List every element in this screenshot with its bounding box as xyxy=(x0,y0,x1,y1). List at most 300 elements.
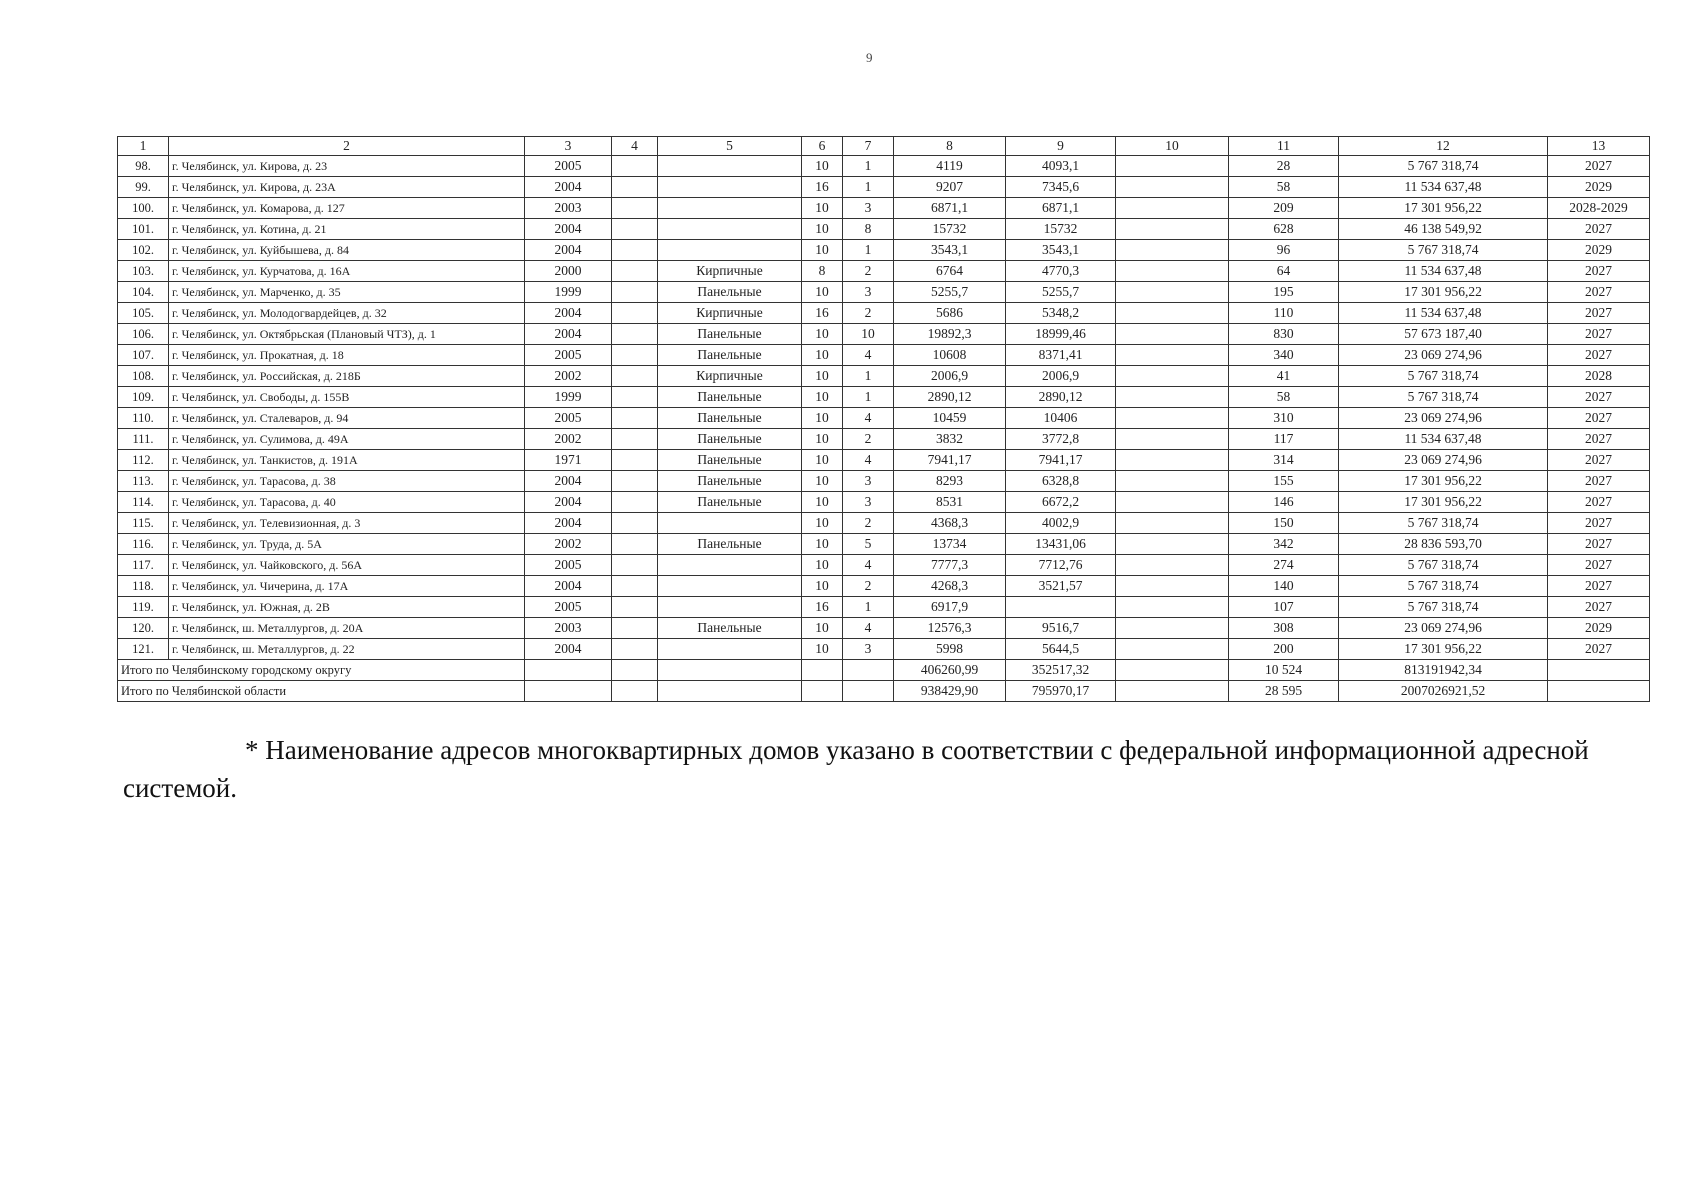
build-year-cell: 2004 xyxy=(525,492,612,513)
repair-cost-cell: 23 069 274,96 xyxy=(1339,408,1548,429)
total-area-cell: 6871,1 xyxy=(894,198,1006,219)
col-10-cell xyxy=(1116,282,1229,303)
residents-cell: 155 xyxy=(1229,471,1339,492)
repair-cost-cell: 23 069 274,96 xyxy=(1339,618,1548,639)
table-row xyxy=(118,345,1650,366)
build-year-cell: 2004 xyxy=(525,177,612,198)
residents-total-cell: 10 524 xyxy=(1229,660,1339,681)
entrances-cell: 1 xyxy=(843,156,894,177)
row-number-cell: 108. xyxy=(118,366,169,387)
col-4-cell xyxy=(612,156,658,177)
col-4-cell xyxy=(612,576,658,597)
table-row xyxy=(118,177,1650,198)
living-area-cell xyxy=(1006,597,1116,618)
entrances-cell: 1 xyxy=(843,240,894,261)
housing-registry-table xyxy=(117,136,1650,702)
address-cell: г. Челябинск, ул. Телевизионная, д. 3 xyxy=(169,513,525,534)
repair-cost-cell: 23 069 274,96 xyxy=(1339,450,1548,471)
residents-cell: 830 xyxy=(1229,324,1339,345)
residents-cell: 58 xyxy=(1229,177,1339,198)
entrances-cell: 3 xyxy=(843,198,894,219)
address-cell: г. Челябинск, ул. Котина, д. 21 xyxy=(169,219,525,240)
totals-label: Итого по Челябинской области xyxy=(118,681,525,702)
col-4-cell xyxy=(612,429,658,450)
column-number: 1 xyxy=(118,137,169,156)
wall-material-cell xyxy=(658,156,802,177)
row-number-cell: 101. xyxy=(118,219,169,240)
entrances-cell: 4 xyxy=(843,555,894,576)
entrances-cell: 4 xyxy=(843,618,894,639)
wall-material-cell: Кирпичные xyxy=(658,261,802,282)
col-4-cell xyxy=(612,282,658,303)
row-number-cell: 120. xyxy=(118,618,169,639)
repair-term-cell: 2027 xyxy=(1548,156,1650,177)
living-area-cell: 7712,76 xyxy=(1006,555,1116,576)
residents-cell: 209 xyxy=(1229,198,1339,219)
wall-material-cell xyxy=(658,219,802,240)
address-cell: г. Челябинск, ул. Октябрьская (Плановый ЧТЗ), д. 1 xyxy=(169,324,525,345)
table-row xyxy=(118,471,1650,492)
build-year-cell: 1971 xyxy=(525,450,612,471)
repair-cost-cell: 11 534 637,48 xyxy=(1339,303,1548,324)
total-area-cell: 4268,3 xyxy=(894,576,1006,597)
col-6-total-cell xyxy=(802,660,843,681)
col-10-cell xyxy=(1116,366,1229,387)
entrances-cell: 1 xyxy=(843,366,894,387)
row-number-cell: 112. xyxy=(118,450,169,471)
table-row xyxy=(118,261,1650,282)
repair-cost-cell: 28 836 593,70 xyxy=(1339,534,1548,555)
living-area-cell: 8371,41 xyxy=(1006,345,1116,366)
repair-term-cell: 2027 xyxy=(1548,597,1650,618)
table-row xyxy=(118,513,1650,534)
row-number-cell: 107. xyxy=(118,345,169,366)
table-row xyxy=(118,534,1650,555)
col-4-total-cell xyxy=(612,681,658,702)
wall-material-cell xyxy=(658,555,802,576)
residents-cell: 150 xyxy=(1229,513,1339,534)
residents-cell: 308 xyxy=(1229,618,1339,639)
living-area-cell: 4002,9 xyxy=(1006,513,1116,534)
col-10-cell xyxy=(1116,303,1229,324)
living-area-cell: 4770,3 xyxy=(1006,261,1116,282)
entrances-cell: 2 xyxy=(843,576,894,597)
repair-term-cell: 2028-2029 xyxy=(1548,198,1650,219)
total-area-cell: 13734 xyxy=(894,534,1006,555)
address-cell: г. Челябинск, ул. Сталеваров, д. 94 xyxy=(169,408,525,429)
living-area-cell: 13431,06 xyxy=(1006,534,1116,555)
wall-material-cell: Панельные xyxy=(658,282,802,303)
repair-term-cell: 2027 xyxy=(1548,534,1650,555)
column-number: 3 xyxy=(525,137,612,156)
col-4-cell xyxy=(612,450,658,471)
living-area-cell: 6672,2 xyxy=(1006,492,1116,513)
total-area-total-cell: 938429,90 xyxy=(894,681,1006,702)
repair-term-cell: 2027 xyxy=(1548,387,1650,408)
floors-cell: 16 xyxy=(802,303,843,324)
col-4-cell xyxy=(612,303,658,324)
repair-cost-cell: 57 673 187,40 xyxy=(1339,324,1548,345)
entrances-cell: 1 xyxy=(843,177,894,198)
col-4-cell xyxy=(612,408,658,429)
build-year-cell: 2004 xyxy=(525,639,612,660)
col-10-total-cell xyxy=(1116,660,1229,681)
wall-material-cell: Панельные xyxy=(658,408,802,429)
build-year-cell: 2004 xyxy=(525,513,612,534)
row-number-cell: 113. xyxy=(118,471,169,492)
table-row xyxy=(118,576,1650,597)
column-number-row xyxy=(118,137,1650,156)
wall-material-cell: Кирпичные xyxy=(658,366,802,387)
living-area-cell: 2006,9 xyxy=(1006,366,1116,387)
entrances-cell: 2 xyxy=(843,303,894,324)
col-4-cell xyxy=(612,471,658,492)
totals-label: Итого по Челябинскому городскому округу xyxy=(118,660,525,681)
column-number: 2 xyxy=(169,137,525,156)
repair-term-cell: 2027 xyxy=(1548,261,1650,282)
repair-term-cell: 2027 xyxy=(1548,450,1650,471)
col-7-total-cell xyxy=(843,660,894,681)
residents-cell: 274 xyxy=(1229,555,1339,576)
floors-cell: 10 xyxy=(802,471,843,492)
residents-cell: 340 xyxy=(1229,345,1339,366)
repair-cost-total-cell: 813191942,34 xyxy=(1339,660,1548,681)
total-area-cell: 5998 xyxy=(894,639,1006,660)
repair-cost-cell: 17 301 956,22 xyxy=(1339,198,1548,219)
col-4-cell xyxy=(612,261,658,282)
total-area-cell: 3543,1 xyxy=(894,240,1006,261)
row-number-cell: 105. xyxy=(118,303,169,324)
wall-material-cell: Панельные xyxy=(658,492,802,513)
address-cell: г. Челябинск, ул. Комарова, д. 127 xyxy=(169,198,525,219)
column-number: 12 xyxy=(1339,137,1548,156)
living-area-cell: 7941,17 xyxy=(1006,450,1116,471)
col-4-cell xyxy=(612,534,658,555)
repair-cost-cell: 5 767 318,74 xyxy=(1339,576,1548,597)
row-number-cell: 104. xyxy=(118,282,169,303)
address-cell: г. Челябинск, ул. Курчатова, д. 16А xyxy=(169,261,525,282)
total-area-cell: 6917,9 xyxy=(894,597,1006,618)
col-10-cell xyxy=(1116,324,1229,345)
residents-cell: 117 xyxy=(1229,429,1339,450)
table-row xyxy=(118,219,1650,240)
living-area-cell: 3521,57 xyxy=(1006,576,1116,597)
wall-material-cell: Кирпичные xyxy=(658,303,802,324)
col-4-cell xyxy=(612,513,658,534)
entrances-cell: 3 xyxy=(843,282,894,303)
repair-term-cell: 2027 xyxy=(1548,492,1650,513)
address-cell: г. Челябинск, ул. Чичерина, д. 17А xyxy=(169,576,525,597)
col-4-total-cell xyxy=(612,660,658,681)
repair-term-cell: 2027 xyxy=(1548,282,1650,303)
floors-cell: 10 xyxy=(802,324,843,345)
column-number: 8 xyxy=(894,137,1006,156)
build-year-cell: 1999 xyxy=(525,282,612,303)
total-area-cell: 7777,3 xyxy=(894,555,1006,576)
repair-term-cell: 2027 xyxy=(1548,429,1650,450)
table-row xyxy=(118,492,1650,513)
floors-cell: 10 xyxy=(802,156,843,177)
build-year-cell: 2002 xyxy=(525,534,612,555)
wall-material-cell xyxy=(658,639,802,660)
row-number-cell: 100. xyxy=(118,198,169,219)
wall-material-cell xyxy=(658,513,802,534)
column-number: 7 xyxy=(843,137,894,156)
repair-term-cell: 2028 xyxy=(1548,366,1650,387)
floors-cell: 10 xyxy=(802,555,843,576)
total-area-total-cell: 406260,99 xyxy=(894,660,1006,681)
floors-cell: 10 xyxy=(802,492,843,513)
repair-term-cell: 2027 xyxy=(1548,324,1650,345)
row-number-cell: 103. xyxy=(118,261,169,282)
address-cell: г. Челябинск, ул. Южная, д. 2В xyxy=(169,597,525,618)
wall-material-cell: Панельные xyxy=(658,618,802,639)
row-number-cell: 110. xyxy=(118,408,169,429)
col-4-cell xyxy=(612,366,658,387)
column-number: 10 xyxy=(1116,137,1229,156)
column-number: 11 xyxy=(1229,137,1339,156)
wall-material-cell xyxy=(658,177,802,198)
build-year-cell: 2002 xyxy=(525,429,612,450)
column-number: 9 xyxy=(1006,137,1116,156)
row-number-cell: 111. xyxy=(118,429,169,450)
repair-term-cell: 2027 xyxy=(1548,471,1650,492)
total-area-cell: 15732 xyxy=(894,219,1006,240)
total-area-cell: 2006,9 xyxy=(894,366,1006,387)
col-10-total-cell xyxy=(1116,681,1229,702)
col-10-cell xyxy=(1116,492,1229,513)
build-year-cell: 2005 xyxy=(525,156,612,177)
build-year-cell: 2005 xyxy=(525,555,612,576)
address-cell: г. Челябинск, ул. Российская, д. 218Б xyxy=(169,366,525,387)
wall-material-cell: Панельные xyxy=(658,450,802,471)
table-row xyxy=(118,429,1650,450)
living-area-cell: 5644,5 xyxy=(1006,639,1116,660)
col-4-cell xyxy=(612,240,658,261)
entrances-cell: 4 xyxy=(843,450,894,471)
total-area-cell: 5686 xyxy=(894,303,1006,324)
living-area-cell: 3543,1 xyxy=(1006,240,1116,261)
wall-material-cell xyxy=(658,576,802,597)
residents-cell: 628 xyxy=(1229,219,1339,240)
address-cell: г. Челябинск, ул. Куйбышева, д. 84 xyxy=(169,240,525,261)
row-number-cell: 118. xyxy=(118,576,169,597)
col-10-cell xyxy=(1116,450,1229,471)
living-area-cell: 4093,1 xyxy=(1006,156,1116,177)
living-area-cell: 18999,46 xyxy=(1006,324,1116,345)
col-4-cell xyxy=(612,492,658,513)
column-number: 13 xyxy=(1548,137,1650,156)
col-10-cell xyxy=(1116,261,1229,282)
living-area-cell: 5348,2 xyxy=(1006,303,1116,324)
repair-cost-cell: 17 301 956,22 xyxy=(1339,282,1548,303)
col-4-cell xyxy=(612,177,658,198)
repair-term-cell: 2029 xyxy=(1548,240,1650,261)
row-number-cell: 102. xyxy=(118,240,169,261)
col-10-cell xyxy=(1116,177,1229,198)
living-area-total-cell: 795970,17 xyxy=(1006,681,1116,702)
floors-cell: 10 xyxy=(802,198,843,219)
total-area-cell: 4119 xyxy=(894,156,1006,177)
build-year-cell: 2004 xyxy=(525,324,612,345)
floors-cell: 10 xyxy=(802,618,843,639)
table-row xyxy=(118,156,1650,177)
address-cell: г. Челябинск, ул. Молодогвардейцев, д. 32 xyxy=(169,303,525,324)
row-number-cell: 115. xyxy=(118,513,169,534)
build-year-cell: 2003 xyxy=(525,198,612,219)
address-cell: г. Челябинск, ул. Чайковского, д. 56А xyxy=(169,555,525,576)
row-number-cell: 98. xyxy=(118,156,169,177)
residents-cell: 58 xyxy=(1229,387,1339,408)
col-4-cell xyxy=(612,219,658,240)
repair-cost-cell: 5 767 318,74 xyxy=(1339,156,1548,177)
living-area-cell: 6871,1 xyxy=(1006,198,1116,219)
repair-cost-cell: 5 767 318,74 xyxy=(1339,366,1548,387)
repair-term-cell: 2027 xyxy=(1548,303,1650,324)
col-4-cell xyxy=(612,345,658,366)
total-area-cell: 3832 xyxy=(894,429,1006,450)
table-row xyxy=(118,366,1650,387)
floors-cell: 10 xyxy=(802,429,843,450)
repair-cost-total-cell: 2007026921,52 xyxy=(1339,681,1548,702)
residents-cell: 41 xyxy=(1229,366,1339,387)
col-3-total-cell xyxy=(525,660,612,681)
living-area-total-cell: 352517,32 xyxy=(1006,660,1116,681)
address-cell: г. Челябинск, ул. Танкистов, д. 191А xyxy=(169,450,525,471)
build-year-cell: 2004 xyxy=(525,219,612,240)
floors-cell: 10 xyxy=(802,387,843,408)
table-row xyxy=(118,618,1650,639)
table-row xyxy=(118,597,1650,618)
address-cell: г. Челябинск, ш. Металлургов, д. 20А xyxy=(169,618,525,639)
living-area-cell: 15732 xyxy=(1006,219,1116,240)
entrances-cell: 3 xyxy=(843,471,894,492)
table-row xyxy=(118,450,1650,471)
repair-cost-cell: 5 767 318,74 xyxy=(1339,240,1548,261)
wall-material-cell: Панельные xyxy=(658,345,802,366)
entrances-cell: 2 xyxy=(843,429,894,450)
floors-cell: 10 xyxy=(802,576,843,597)
build-year-cell: 2004 xyxy=(525,471,612,492)
col-10-cell xyxy=(1116,618,1229,639)
total-area-cell: 5255,7 xyxy=(894,282,1006,303)
build-year-cell: 2003 xyxy=(525,618,612,639)
repair-term-cell: 2029 xyxy=(1548,177,1650,198)
floors-cell: 10 xyxy=(802,219,843,240)
build-year-cell: 2004 xyxy=(525,576,612,597)
col-4-cell xyxy=(612,198,658,219)
living-area-cell: 6328,8 xyxy=(1006,471,1116,492)
repair-cost-cell: 11 534 637,48 xyxy=(1339,429,1548,450)
living-area-cell: 9516,7 xyxy=(1006,618,1116,639)
totals-row xyxy=(118,681,1650,702)
col-5-total-cell xyxy=(658,681,802,702)
build-year-cell: 2005 xyxy=(525,597,612,618)
total-area-cell: 2890,12 xyxy=(894,387,1006,408)
col-6-total-cell xyxy=(802,681,843,702)
residents-cell: 110 xyxy=(1229,303,1339,324)
col-4-cell xyxy=(612,639,658,660)
table-row xyxy=(118,282,1650,303)
page-number: 9 xyxy=(866,50,873,65)
repair-term-cell: 2027 xyxy=(1548,555,1650,576)
residents-cell: 140 xyxy=(1229,576,1339,597)
repair-cost-cell: 17 301 956,22 xyxy=(1339,471,1548,492)
floors-cell: 16 xyxy=(802,177,843,198)
col-7-total-cell xyxy=(843,681,894,702)
entrances-cell: 2 xyxy=(843,261,894,282)
row-number-cell: 117. xyxy=(118,555,169,576)
row-number-cell: 109. xyxy=(118,387,169,408)
entrances-cell: 10 xyxy=(843,324,894,345)
table-row xyxy=(118,408,1650,429)
repair-cost-cell: 5 767 318,74 xyxy=(1339,513,1548,534)
repair-cost-cell: 23 069 274,96 xyxy=(1339,345,1548,366)
address-cell: г. Челябинск, ул. Свободы, д. 155В xyxy=(169,387,525,408)
repair-term-cell: 2029 xyxy=(1548,618,1650,639)
floors-cell: 10 xyxy=(802,534,843,555)
total-area-cell: 6764 xyxy=(894,261,1006,282)
floors-cell: 10 xyxy=(802,240,843,261)
entrances-cell: 4 xyxy=(843,408,894,429)
floors-cell: 10 xyxy=(802,450,843,471)
entrances-cell: 3 xyxy=(843,492,894,513)
wall-material-cell: Панельные xyxy=(658,471,802,492)
row-number-cell: 99. xyxy=(118,177,169,198)
row-number-cell: 116. xyxy=(118,534,169,555)
col-4-cell xyxy=(612,597,658,618)
col-10-cell xyxy=(1116,345,1229,366)
col-5-total-cell xyxy=(658,660,802,681)
build-year-cell: 2000 xyxy=(525,261,612,282)
repair-cost-cell: 5 767 318,74 xyxy=(1339,387,1548,408)
row-number-cell: 106. xyxy=(118,324,169,345)
col-10-cell xyxy=(1116,429,1229,450)
floors-cell: 16 xyxy=(802,597,843,618)
residents-cell: 107 xyxy=(1229,597,1339,618)
row-number-cell: 114. xyxy=(118,492,169,513)
footnote: * Наименование адресов многоквартирных домов указано в соответствии с федеральной информационной адресной системой. xyxy=(123,735,1589,803)
table-row xyxy=(118,198,1650,219)
col-4-cell xyxy=(612,324,658,345)
col-10-cell xyxy=(1116,639,1229,660)
total-area-cell: 8531 xyxy=(894,492,1006,513)
col-10-cell xyxy=(1116,156,1229,177)
table-row xyxy=(118,240,1650,261)
entrances-cell: 5 xyxy=(843,534,894,555)
total-area-cell: 8293 xyxy=(894,471,1006,492)
floors-cell: 10 xyxy=(802,408,843,429)
address-cell: г. Челябинск, ул. Тарасова, д. 38 xyxy=(169,471,525,492)
living-area-cell: 3772,8 xyxy=(1006,429,1116,450)
repair-cost-cell: 11 534 637,48 xyxy=(1339,261,1548,282)
wall-material-cell xyxy=(658,240,802,261)
residents-cell: 195 xyxy=(1229,282,1339,303)
build-year-cell: 1999 xyxy=(525,387,612,408)
wall-material-cell: Панельные xyxy=(658,387,802,408)
floors-cell: 10 xyxy=(802,513,843,534)
repair-cost-cell: 11 534 637,48 xyxy=(1339,177,1548,198)
address-cell: г. Челябинск, ул. Сулимова, д. 49А xyxy=(169,429,525,450)
floors-cell: 10 xyxy=(802,345,843,366)
table-row xyxy=(118,639,1650,660)
entrances-cell: 4 xyxy=(843,345,894,366)
entrances-cell: 3 xyxy=(843,639,894,660)
build-year-cell: 2005 xyxy=(525,345,612,366)
entrances-cell: 2 xyxy=(843,513,894,534)
floors-cell: 10 xyxy=(802,282,843,303)
build-year-cell: 2004 xyxy=(525,240,612,261)
